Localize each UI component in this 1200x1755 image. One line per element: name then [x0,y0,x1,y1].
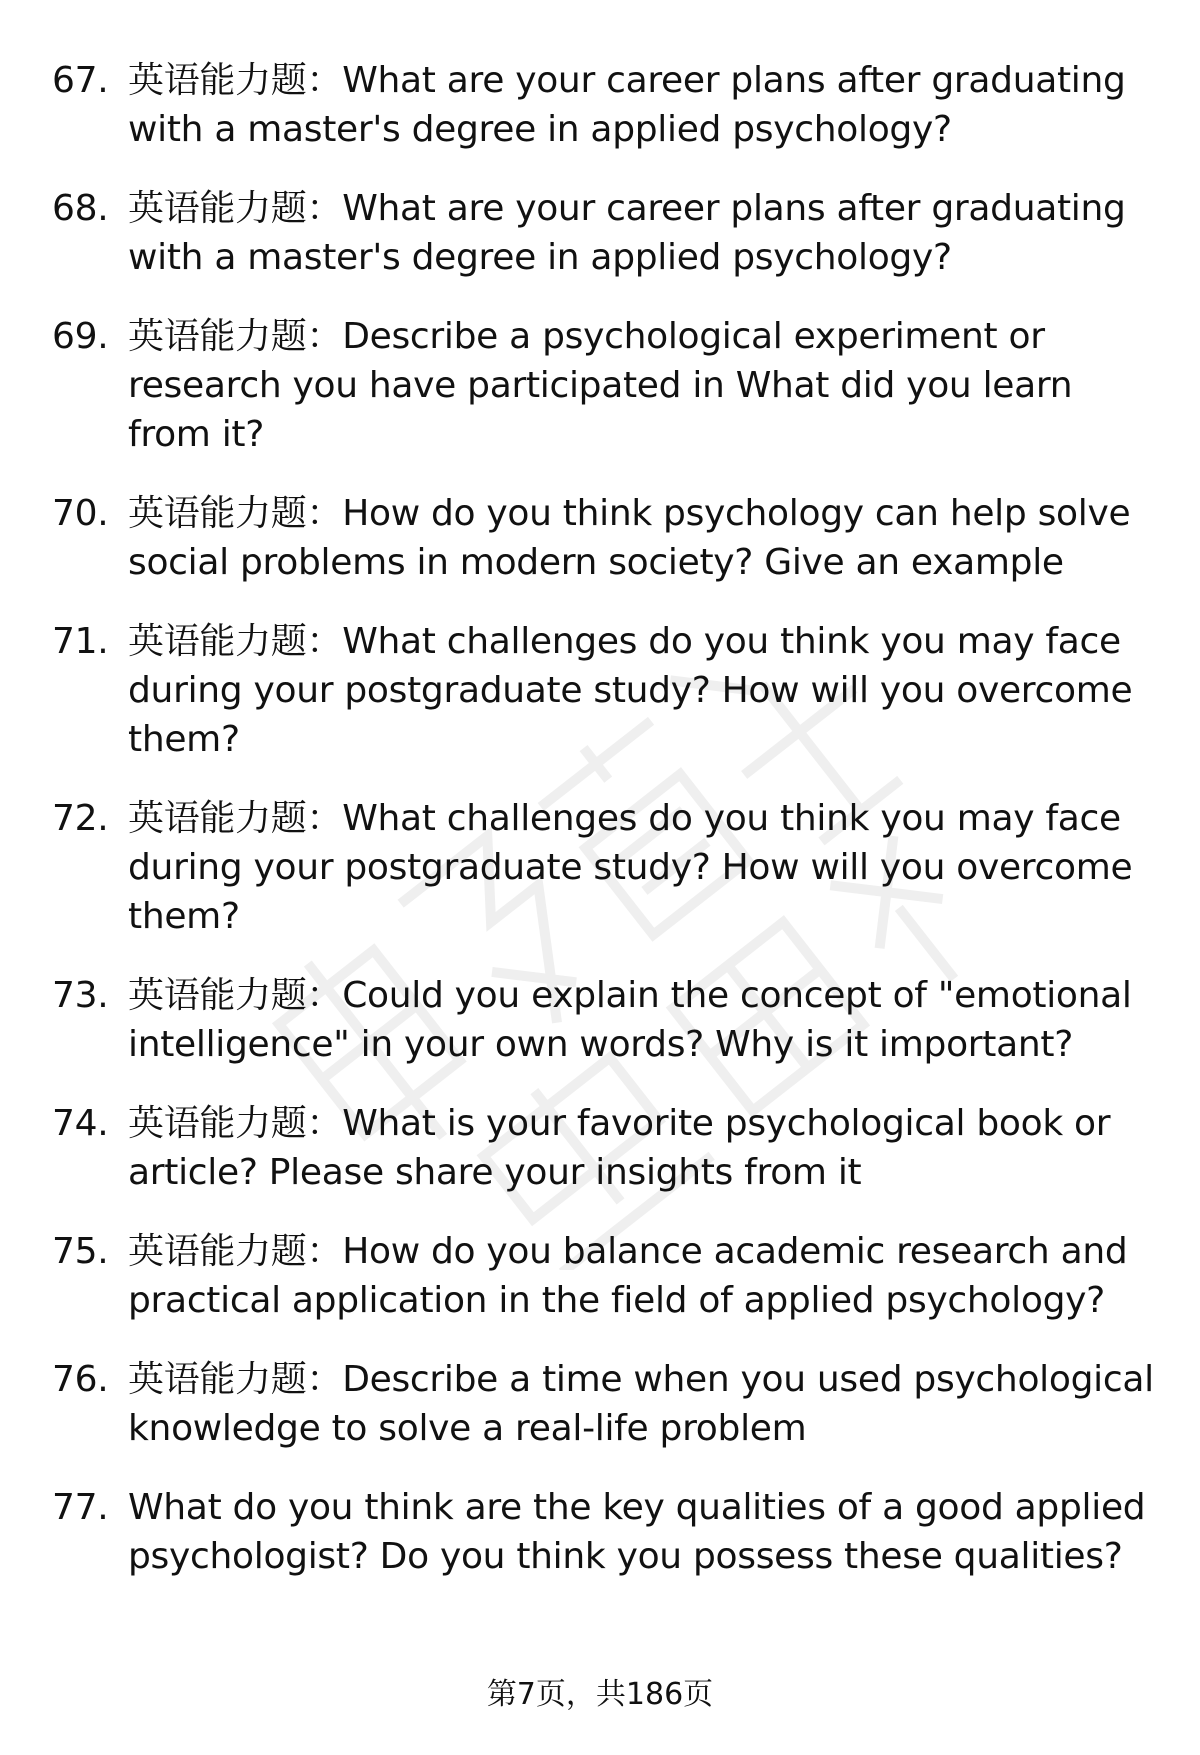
question-text: 英语能力题：How do you think psychology can help solve social problems in modern society? Give an example [128,493,1131,583]
question-text: 英语能力题：Describe a psychological experiment or research you have participated in What did you learn from it? [128,316,1073,455]
question-number: 67. [52,60,109,101]
question-number: 76. [52,1359,109,1400]
question-item [52,617,1160,764]
question-item [52,794,1160,941]
question-item [52,1355,1160,1453]
question-list [52,56,1160,1611]
question-item [52,489,1160,587]
question-number: 70. [52,493,109,534]
question-item [52,1099,1160,1197]
question-text: 英语能力题：What challenges do you think you may face during your postgraduate study? How will you overcome them? [128,621,1133,760]
question-number: 73. [52,975,109,1016]
question-number: 77. [52,1487,109,1528]
question-text: 英语能力题：Describe a time when you used psychological knowledge to solve a real-life problem [128,1359,1154,1449]
question-item [52,1227,1160,1325]
question-text: 英语能力题：How do you balance academic research and practical application in the field of applied psychology? [128,1231,1128,1321]
question-text: 英语能力题：What are your career plans after graduating with a master's degree in applied psychology? [128,60,1126,150]
question-item [52,312,1160,459]
page-footer [0,1675,1200,1715]
question-text: 英语能力题：Could you explain the concept of "emotional intelligence" in your own words? Why is it important? [128,975,1132,1065]
page-number-label: 第7页，共186页 [486,1677,714,1712]
question-text: 英语能力题：What challenges do you think you may face during your postgraduate study? How will you overcome them? [128,798,1133,937]
question-item [52,1483,1160,1581]
question-number: 74. [52,1103,109,1144]
question-number: 72. [52,798,109,839]
question-number: 69. [52,316,109,357]
question-text: 英语能力题：What are your career plans after graduating with a master's degree in applied psychology? [128,188,1126,278]
question-number: 68. [52,188,109,229]
question-number: 75. [52,1231,109,1272]
question-item [52,971,1160,1069]
question-text: 英语能力题：What is your favorite psychological book or article? Please share your insights from it [128,1103,1111,1193]
question-item [52,184,1160,282]
question-text: What do you think are the key qualities of a good applied psychologist? Do you think you possess these qualities? [128,1487,1146,1577]
question-number: 71. [52,621,109,662]
question-item [52,56,1160,154]
